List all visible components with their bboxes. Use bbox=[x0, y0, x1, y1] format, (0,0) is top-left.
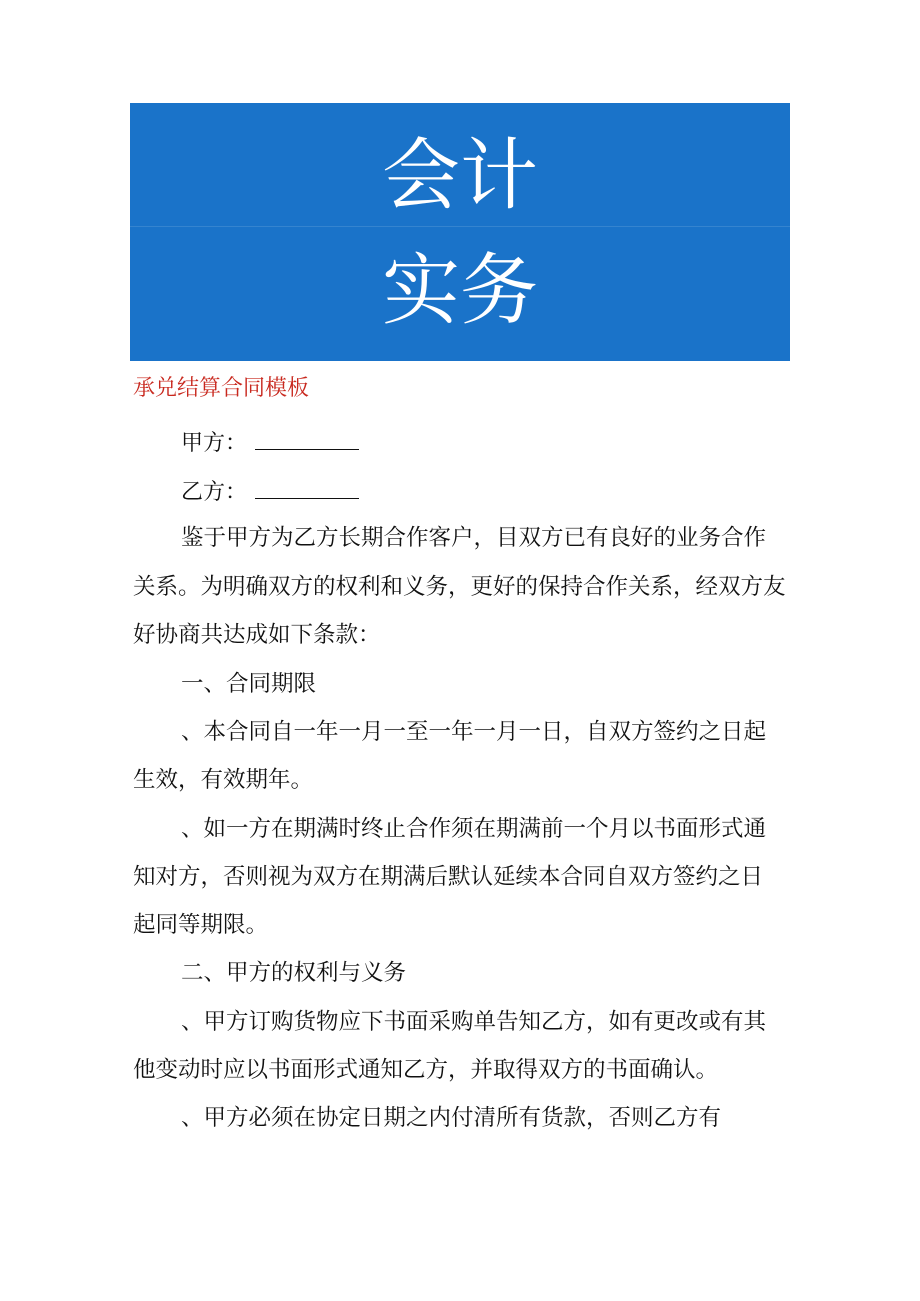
banner-title-line-2: 实务 bbox=[381, 246, 538, 336]
body-line: 、甲方必须在协定日期之内付清所有货款，否则乙方有 bbox=[181, 1105, 722, 1131]
body-line: 知对方，否则视为双方在期满后默认延续本合同自双方签约之日 bbox=[133, 864, 764, 890]
section-heading: 二、甲方的权利与义务 bbox=[181, 960, 407, 986]
section-heading: 一、合同期限 bbox=[181, 671, 317, 697]
body-line: 起同等期限。 bbox=[133, 912, 269, 938]
body-line: 关系。为明确双方的权利和义务，更好的保持合作关系，经双方友 bbox=[133, 574, 786, 600]
body-line: 、甲方订购货物应下书面采购单告知乙方，如有更改或有其 bbox=[181, 1009, 767, 1035]
body-line: 、本合同自一年一月一至一年一月一日，自双方签约之日起 bbox=[181, 719, 767, 745]
body-line: 鉴于甲方为乙方长期合作客户，目双方已有良好的业务合作 bbox=[181, 525, 767, 551]
document-title: 承兑结算合同模板 bbox=[133, 376, 310, 401]
body-line: 他变动时应以书面形式通知乙方，并取得双方的书面确认。 bbox=[133, 1057, 719, 1083]
party-a-label: 甲方： bbox=[181, 431, 248, 456]
body-line: 、如一方在期满时终止合作须在期满前一个月以书面形式通 bbox=[181, 816, 767, 842]
body-line: 生效，有效期年。 bbox=[133, 767, 314, 793]
party-a-blank bbox=[255, 431, 359, 450]
banner-divider bbox=[130, 226, 790, 227]
party-a-row bbox=[181, 431, 359, 455]
banner-title-line-1: 会计 bbox=[381, 131, 538, 221]
party-b-row bbox=[181, 480, 359, 504]
party-b-blank bbox=[255, 480, 359, 499]
body-line: 好协商共达成如下条款： bbox=[133, 622, 381, 648]
party-b-label: 乙方： bbox=[181, 480, 248, 505]
